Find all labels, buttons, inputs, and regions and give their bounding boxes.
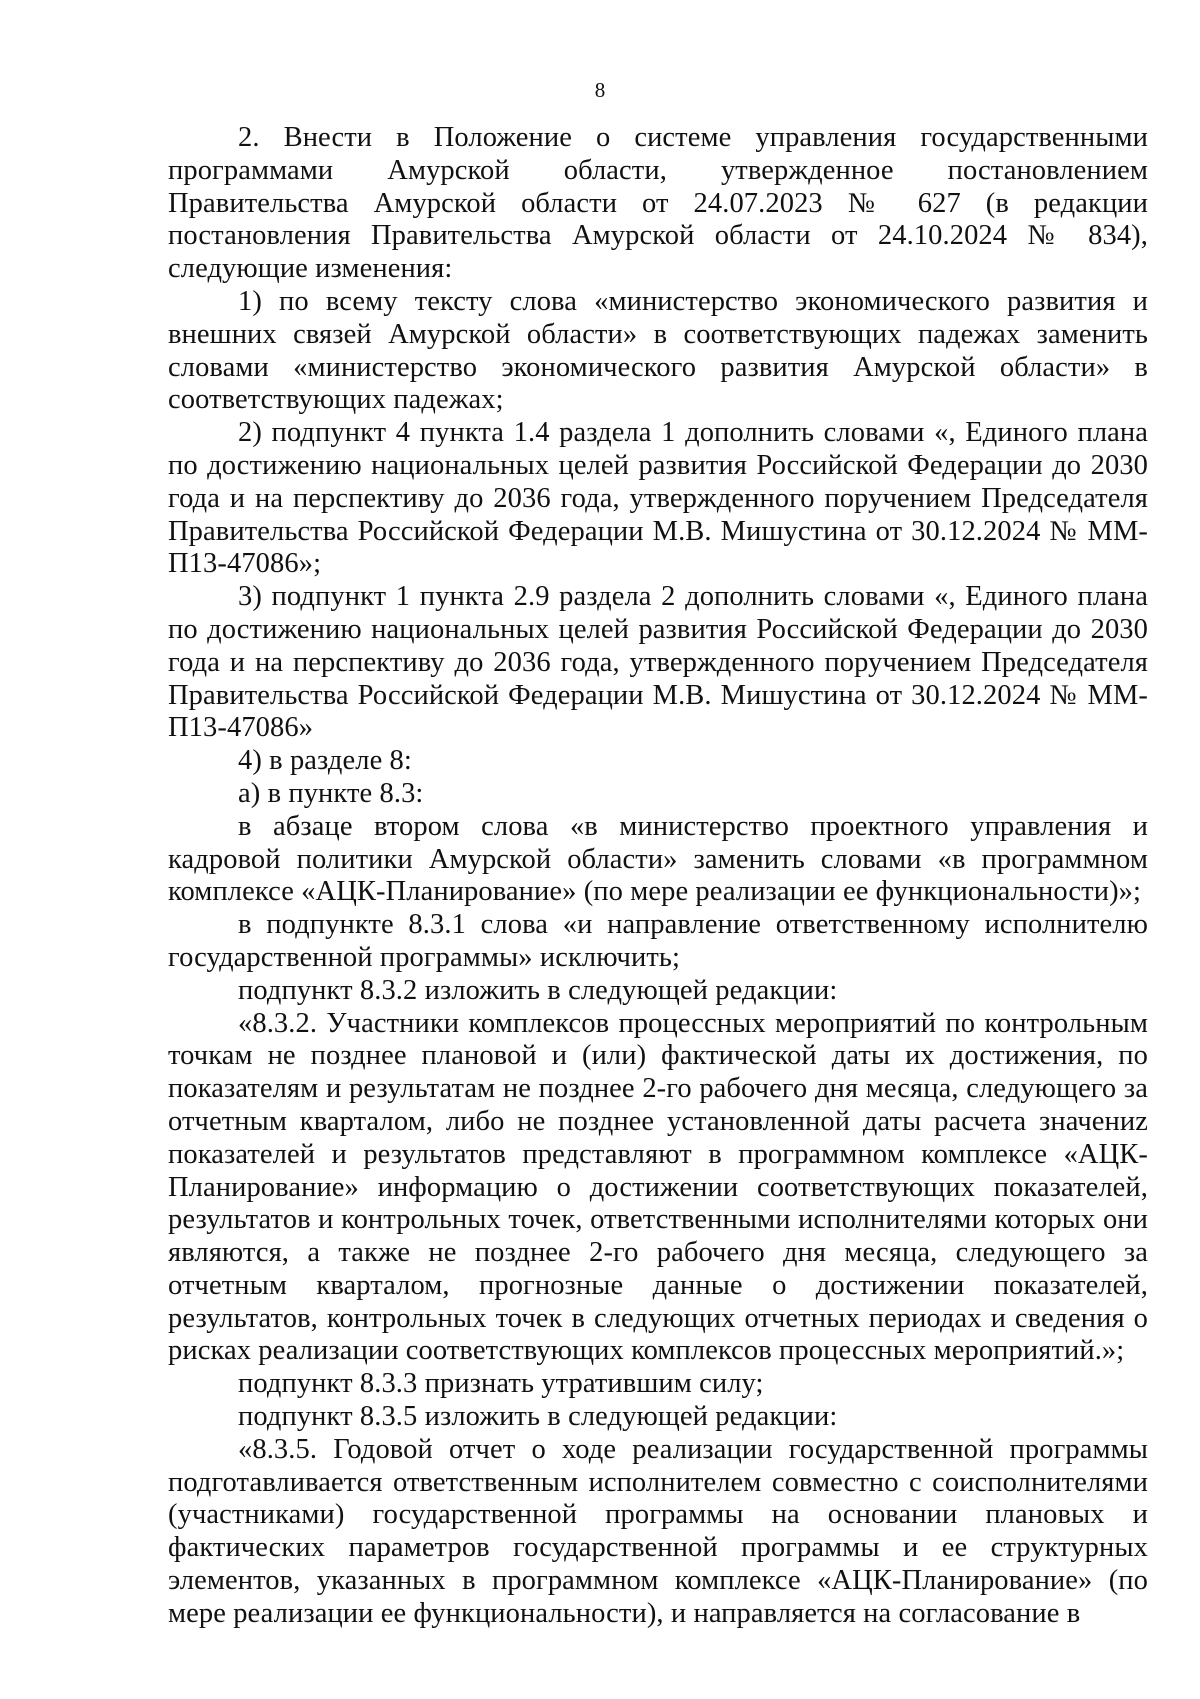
paragraph-8-3-1: в подпункте 8.3.1 слова «и направление ответственному исполнителю государственной программы» исключить; <box>168 909 1148 973</box>
paragraph-8-3-5-intro: подпункт 8.3.5 изложить в следующей редакции: <box>238 1401 838 1433</box>
paragraph-8-3-2-intro: подпункт 8.3.2 изложить в следующей редакции: <box>238 974 838 1006</box>
paragraph-8-3-2-text: «8.3.2. Участники комплексов процессных мероприятий по контрольным точкам не позднее плановой и (или) фактической даты их достижения, по показателям и результатам не позднее 2-го рабочего дня месяца, следующего за отчетным кварталом, либо не позднее установленной даты расчета значениz показателей и результатов представляют в программном комплексе «АЦК-Планирование» информацию о достижении соответствующих показателей, результатов и контрольных точек, ответственными исполнителями которых они являются, а также не позднее 2-го рабочего дня месяца, следующего за отчетным кварталом, прогнозные данные о достижении показателей, результатов, контрольных точек в следующих отчетных периодах и сведения о рисках реализации соответствующих комплексов процессных мероприятий.»; <box>168 1007 1148 1367</box>
page-number: 8 <box>594 78 606 102</box>
subitem-4a: а) в пункте 8.3: <box>238 777 424 809</box>
paragraph-8-3-5-text: «8.3.5. Годовой отчет о ходе реализации государственной программы подготавливается ответственным исполнителем совместно с соисполнителями (участниками) государственной программы на основании плановых и фактических параметров государственной программы и ее структурных элементов, указанных в программном комплексе «АЦК-Планирование» (по мере реализации ее функциональности), и направляется на согласование в <box>168 1433 1148 1629</box>
paragraph-item-2: 2. Внести в Положение о системе управления государственными программами Амурской области, утвержденное постановлением Правительства Амурской области от 24.07.2023 № 627 (в редакции постановления Правительства Амурской области от 24.10.2024 № 834), следующие изменения: <box>168 122 1148 285</box>
subitem-4: 4) в разделе 8: <box>238 745 412 777</box>
subitem-1: 1) по всему тексту слова «министерство экономического развития и внешних связей Амурской области» в соответствующих падежах заменить словами «министерство экономического развития Амурской области» в соответствующих падежах; <box>168 285 1148 416</box>
paragraph-8-3-3: подпункт 8.3.3 признать утратившим силу; <box>238 1368 764 1400</box>
subitem-2: 2) подпункт 4 пункта 1.4 раздела 1 дополнить словами «, Единого плана по достижению национальных целей развития Российской Федерации до 2030 года и на перспективу до 2036 года, утвержденного поручением Председателя Правительства Российской Федерации М.В. Мишустина от 30.12.2024 № ММ-П13-47086»; <box>168 417 1148 580</box>
document-body <box>168 122 1148 1631</box>
subitem-3: 3) подпункт 1 пункта 2.9 раздела 2 дополнить словами «, Единого плана по достижению национальных целей развития Российской Федерации до 2030 года и на перспективу до 2036 года, утвержденного поручением Председателя Правительства Российской Федерации М.В. Мишустина от 30.12.2024 № ММ-П13-47086» <box>168 581 1148 744</box>
paragraph-abzats-vtoroy: в абзаце втором слова «в министерство проектного управления и кадровой политики Амурской области» заменить словами «в программном комплексе «АЦК-Планирование» (по мере реализации ее функциональности)»; <box>168 810 1148 908</box>
